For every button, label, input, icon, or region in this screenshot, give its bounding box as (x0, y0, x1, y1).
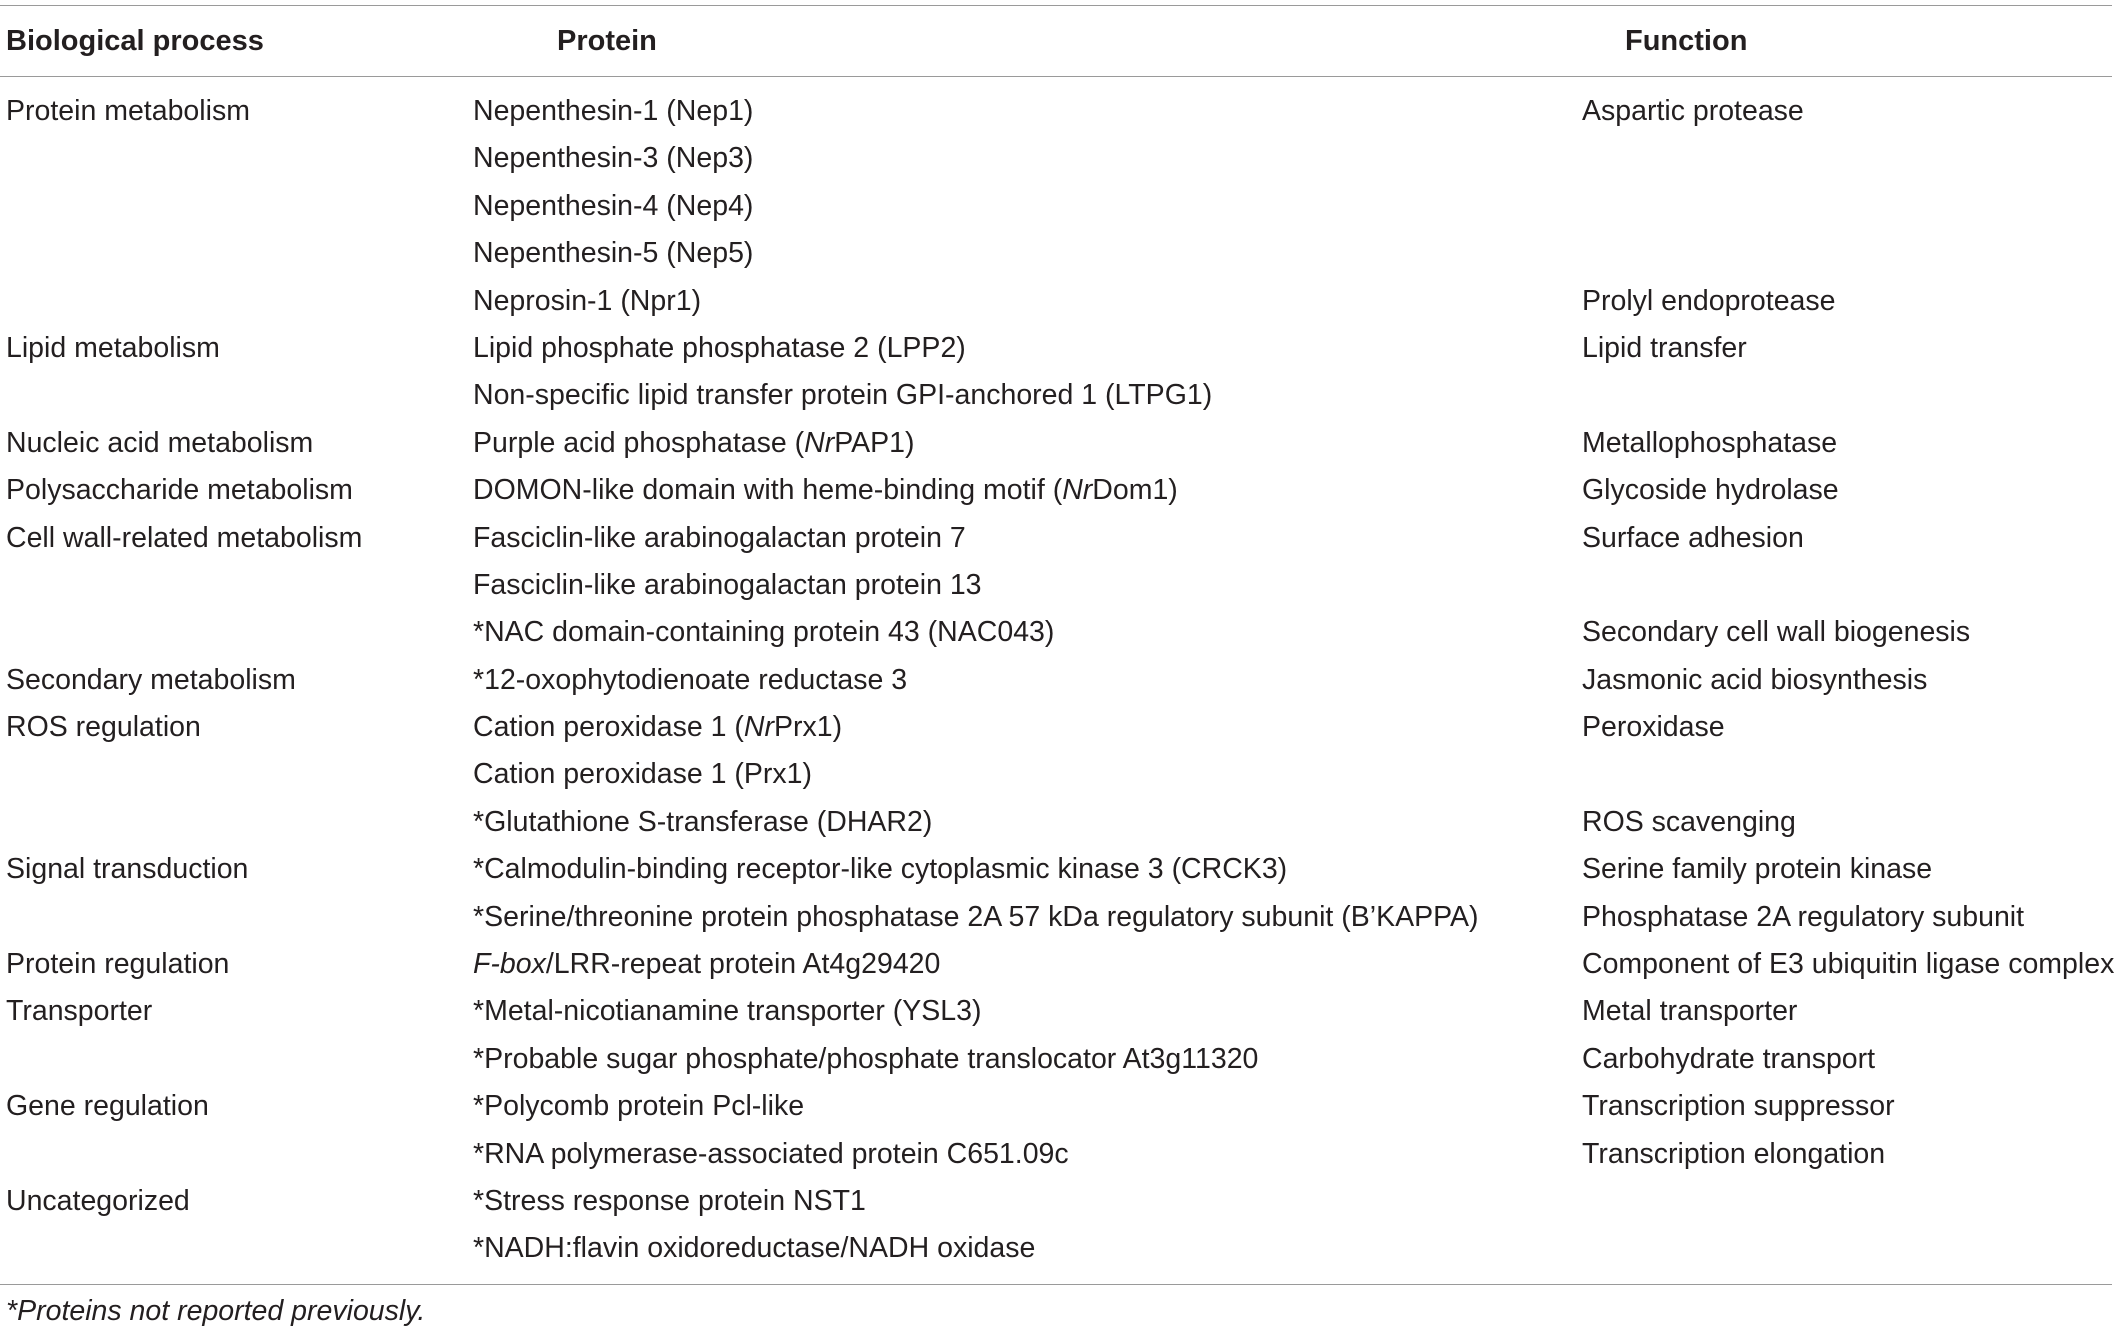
protein-text-italic: Nr (743, 711, 774, 744)
protein-text-suffix: /LRR-repeat protein At4g29420 (545, 948, 941, 981)
cell-protein: Nepenthesin-4 (Nep4) (473, 189, 754, 222)
cell-protein: Non-specific lipid transfer protein GPI-anchored 1 (LTPG1) (473, 379, 1213, 412)
table-top-rule (0, 5, 2112, 6)
cell-function: Glycoside hydrolase (1582, 474, 1839, 507)
table-row (0, 846, 2112, 893)
table-row (0, 278, 2112, 325)
cell-protein (473, 467, 1178, 514)
cell-protein: *NAC domain-containing protein 43 (NAC043) (473, 616, 1055, 649)
protein-text-suffix: PAP1) (834, 426, 915, 459)
cell-function: Metallophosphatase (1582, 426, 1838, 459)
cell-protein: Nepenthesin-3 (Nep3) (473, 142, 754, 175)
table-row (0, 183, 2112, 230)
cell-function: Prolyl endoprotease (1582, 284, 1836, 317)
table-row (0, 751, 2112, 798)
table-row (0, 799, 2112, 846)
protein-text-suffix: Prx1) (773, 711, 843, 744)
table-row (0, 1036, 2112, 1083)
table-footnote: *Proteins not reported previously. (6, 1295, 426, 1327)
cell-protein: *12-oxophytodienoate reductase 3 (473, 663, 908, 696)
table-row (0, 1131, 2112, 1178)
table-header-rule (0, 76, 2112, 77)
protein-text-italic: F-box (473, 948, 546, 981)
table-row (0, 467, 2112, 514)
cell-protein: Neprosin-1 (Npr1) (473, 284, 702, 317)
cell-protein: *Glutathione S-transferase (DHAR2) (473, 805, 933, 838)
table-row (0, 657, 2112, 704)
table-row (0, 88, 2112, 135)
protein-text-prefix: DOMON-like domain with heme-binding motif ( (473, 474, 1063, 507)
table-body (0, 88, 2115, 1273)
cell-function: Lipid transfer (1582, 331, 1747, 364)
cell-biological-process: Gene regulation (6, 1090, 209, 1123)
table-row (0, 420, 2112, 467)
protein-text-suffix: Dom1) (1092, 474, 1178, 507)
cell-biological-process: Polysaccharide metabolism (6, 474, 353, 507)
protein-text-italic: Nr (804, 426, 835, 459)
cell-biological-process: Cell wall-related metabolism (6, 521, 363, 554)
table-row (0, 230, 2112, 277)
cell-biological-process: Secondary metabolism (6, 663, 296, 696)
cell-protein: *Serine/threonine protein phosphatase 2A 57 kDa regulatory subunit (B’KAPPA) (473, 900, 1479, 933)
table-row (0, 562, 2112, 609)
cell-function: Component of E3 ubiquitin ligase complex (1582, 948, 2115, 981)
table-row (0, 515, 2112, 562)
table-row (0, 325, 2112, 372)
cell-protein: *Polycomb protein Pcl-like (473, 1090, 805, 1123)
cell-protein: Lipid phosphate phosphatase 2 (LPP2) (473, 331, 966, 364)
header-protein: Protein (557, 25, 657, 57)
cell-protein: *Calmodulin-binding receptor-like cytoplasmic kinase 3 (CRCK3) (473, 853, 1288, 886)
cell-biological-process: Uncategorized (6, 1184, 190, 1217)
table-row (0, 941, 2115, 988)
cell-function: Jasmonic acid biosynthesis (1582, 663, 1928, 696)
cell-function: Peroxidase (1582, 711, 1725, 744)
cell-protein (473, 704, 842, 751)
cell-protein: Fasciclin-like arabinogalactan protein 13 (473, 568, 982, 601)
cell-biological-process: Protein metabolism (6, 95, 250, 127)
cell-function: Surface adhesion (1582, 521, 1804, 554)
protein-text-prefix: Purple acid phosphatase ( (473, 426, 805, 459)
cell-biological-process: Protein regulation (6, 948, 230, 981)
table-bottom-rule (0, 1284, 2112, 1285)
cell-function: Phosphatase 2A regulatory subunit (1582, 900, 2025, 933)
cell-protein: *Probable sugar phosphate/phosphate translocator At3g11320 (473, 1042, 1259, 1075)
protein-text-italic: Nr (1062, 474, 1093, 507)
cell-protein: Nepenthesin-1 (Nep1) (473, 95, 754, 127)
cell-protein: *Stress response protein NST1 (473, 1184, 866, 1217)
cell-function: Carbohydrate transport (1582, 1042, 1876, 1075)
cell-protein: Fasciclin-like arabinogalactan protein 7 (473, 521, 966, 554)
table-row (0, 1225, 2112, 1272)
table-row (0, 704, 2112, 751)
cell-function: Transcription suppressor (1582, 1090, 1895, 1123)
cell-function: Transcription elongation (1582, 1137, 1886, 1170)
cell-biological-process: Nucleic acid metabolism (6, 426, 314, 459)
cell-function: Serine family protein kinase (1582, 853, 1933, 886)
cell-protein (473, 941, 940, 988)
cell-protein (473, 420, 914, 467)
table-row (0, 1083, 2112, 1130)
cell-protein: Cation peroxidase 1 (Prx1) (473, 758, 812, 791)
table-row (0, 609, 2112, 656)
table-row (0, 372, 2112, 419)
cell-biological-process: Signal transduction (6, 853, 249, 886)
cell-function: Metal transporter (1582, 995, 1798, 1028)
table-row (0, 988, 2112, 1035)
cell-function: ROS scavenging (1582, 805, 1796, 838)
header-function: Function (1625, 25, 1748, 57)
table-row (0, 1178, 2112, 1225)
table-row (0, 894, 2112, 941)
cell-function: Secondary cell wall biogenesis (1582, 616, 1971, 649)
table-row (0, 135, 2112, 182)
cell-biological-process: Transporter (6, 995, 153, 1028)
cell-function: Aspartic protease (1582, 95, 1804, 127)
table-header-row (0, 20, 2112, 62)
cell-protein: *RNA polymerase-associated protein C651.09c (473, 1137, 1069, 1170)
header-biological-process: Biological process (6, 25, 264, 57)
cell-biological-process: ROS regulation (6, 711, 201, 744)
cell-biological-process: Lipid metabolism (6, 331, 220, 364)
cell-protein: Nepenthesin-5 (Nep5) (473, 237, 754, 270)
cell-protein: *Metal-nicotianamine transporter (YSL3) (473, 995, 982, 1028)
cell-protein: *NADH:flavin oxidoreductase/NADH oxidase (473, 1232, 1036, 1265)
protein-text-prefix: Cation peroxidase 1 ( (473, 711, 744, 744)
